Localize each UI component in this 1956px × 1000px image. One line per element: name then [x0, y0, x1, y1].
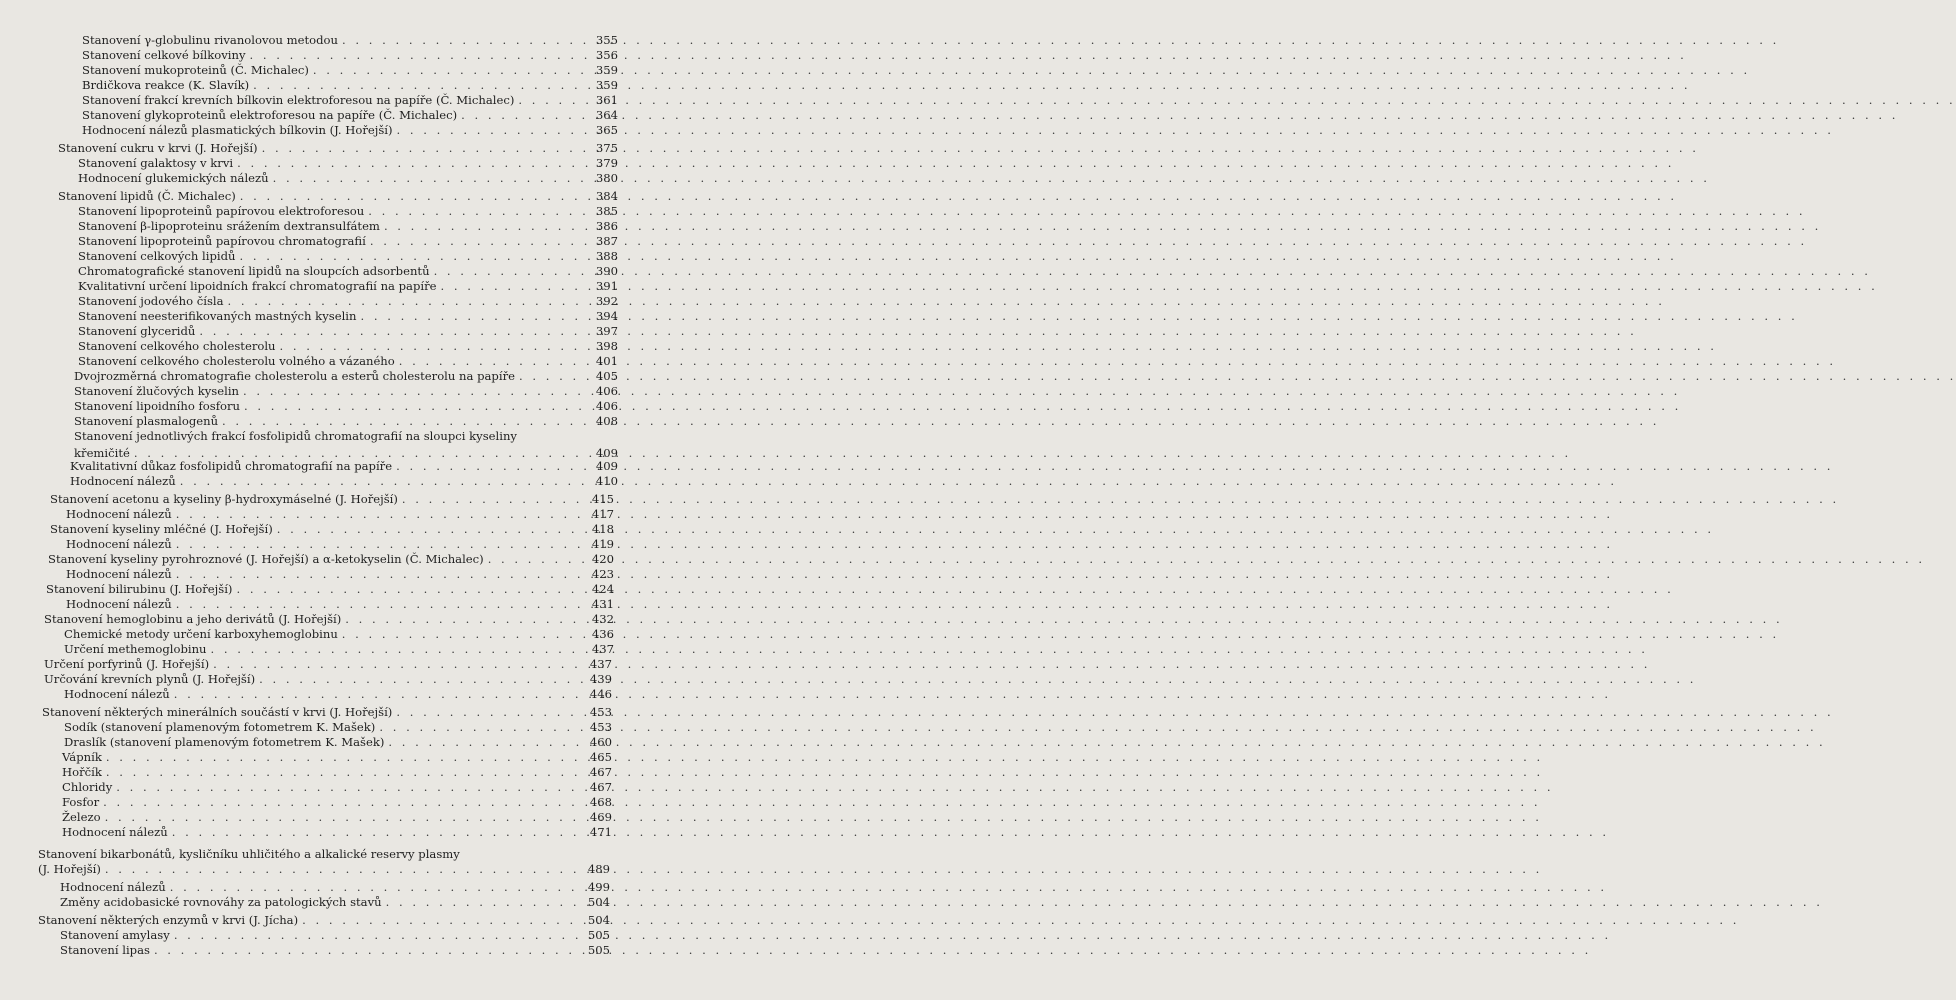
toc-entry-title: Fosfor — [62, 795, 100, 809]
toc-entry-title: Sodík (stanovení plamenovým fotometrem K. Mašek) — [64, 720, 376, 734]
toc-entry[interactable] — [78, 234, 618, 249]
toc-entry-title: Hodnocení nálezů — [66, 537, 172, 551]
toc-entry[interactable] — [42, 705, 612, 720]
toc-entry-title: Stanovení jodového čísla — [78, 294, 224, 308]
toc-page-number: 356 — [595, 48, 618, 62]
leader-dots — [309, 63, 1750, 78]
leader-dots — [207, 642, 1648, 657]
leader-dots — [150, 943, 1591, 958]
toc-page-number: 380 — [595, 171, 618, 185]
leader-dots — [170, 687, 1611, 702]
toc-entry-title: Stanovení amylasy — [60, 928, 170, 942]
toc-entry-title: Stanovení γ-globulinu rivanolovou metodou — [82, 33, 339, 47]
toc-page-number: 423 — [591, 567, 614, 581]
toc-entry-title: Stanovení celkové bílkoviny — [82, 48, 246, 62]
toc-entry-title: Hodnocení nálezů — [64, 687, 170, 701]
toc-entry[interactable] — [78, 219, 618, 234]
toc-page-number: 505 — [587, 928, 610, 942]
toc-page-number: 446 — [589, 687, 612, 701]
toc-page-number: 505 — [587, 943, 610, 957]
toc-page-number: 504 — [587, 895, 610, 909]
toc-entry[interactable] — [78, 264, 618, 279]
leader-dots — [166, 880, 1607, 895]
leader-dots — [232, 582, 1673, 597]
leader-dots — [99, 795, 1540, 810]
toc-page-number: 406 — [595, 399, 618, 413]
toc-page-number: 460 — [589, 735, 612, 749]
leader-dots — [172, 597, 1613, 612]
toc-entry[interactable] — [70, 459, 618, 474]
leader-dots — [255, 672, 1696, 687]
toc-entry-title: Určení porfyrinů (J. Hořejší) — [44, 657, 210, 671]
toc-page-number: 397 — [595, 324, 618, 338]
toc-entry-title: Kvalitativní určení lipoidních frakcí chromatografií na papíře — [78, 279, 437, 293]
toc-entry-title: Stanovení acetonu a kyseliny β-hydroxymáselné (J. Hořejší) — [50, 492, 398, 506]
toc-page-number: 410 — [595, 474, 618, 488]
toc-page-number: 453 — [589, 720, 612, 734]
toc-entry[interactable] — [74, 369, 618, 384]
toc-page-number: 467 — [589, 780, 612, 794]
leader-dots — [249, 78, 1690, 93]
toc-page-number: 394 — [595, 309, 618, 323]
toc-entry[interactable] — [46, 582, 614, 597]
leader-dots — [101, 810, 1542, 825]
leader-dots — [366, 234, 1807, 249]
toc-entry-title: Stanovení bikarbonátů, kysličníku uhličitého a alkalické reservy plasmy — [38, 847, 460, 861]
toc-page-number: 468 — [589, 795, 612, 809]
toc-page-number: 379 — [595, 156, 618, 170]
toc-entry-title: Chromatografické stanovení lipidů na sloupcích adsorbentů — [78, 264, 430, 278]
toc-page-number: 398 — [595, 339, 618, 353]
toc-page-number: 504 — [587, 913, 610, 927]
toc-entry-title: Stanovení celkového cholesterolu — [78, 339, 276, 353]
toc-page-number: 364 — [595, 108, 618, 122]
toc-page-number: 415 — [591, 492, 614, 506]
toc-entry-title: Určení methemoglobinu — [64, 642, 207, 656]
toc-entry[interactable] — [78, 279, 618, 294]
toc-entry[interactable] — [38, 913, 610, 928]
toc-entry[interactable] — [38, 847, 610, 877]
toc-entry-title: Hodnocení nálezů plasmatických bílkovin (J. Hořejší) — [82, 123, 393, 137]
toc-page-number: 405 — [595, 369, 618, 383]
toc-entry[interactable] — [78, 354, 618, 369]
toc-page-number: 409 — [595, 459, 618, 473]
toc-entry[interactable] — [64, 627, 614, 642]
toc-entry[interactable] — [62, 795, 612, 810]
toc-page-number: 384 — [595, 189, 618, 203]
toc-entry[interactable] — [50, 492, 614, 507]
toc-entry[interactable] — [64, 687, 612, 702]
toc-entry[interactable] — [82, 48, 618, 63]
leader-dots — [338, 33, 1779, 48]
leader-dots — [195, 324, 1636, 339]
toc-entry[interactable] — [48, 552, 614, 567]
toc-page-number: 365 — [595, 123, 618, 137]
leader-dots — [276, 339, 1717, 354]
toc-entry-title: Určování krevních plynů (J. Hořejší) — [44, 672, 256, 686]
toc-page-number: 388 — [595, 249, 618, 263]
toc-entry-title: Stanovení neesterifikovaných mastných kyselin — [78, 309, 357, 323]
leader-dots — [102, 765, 1543, 780]
toc-entry[interactable] — [62, 810, 612, 825]
toc-entry-title: Vápník — [62, 750, 102, 764]
leader-dots — [338, 627, 1779, 642]
toc-entry-title: Stanovení plasmalogenů — [74, 414, 219, 428]
toc-page-number: 436 — [591, 627, 614, 641]
toc-entry[interactable] — [44, 657, 612, 672]
toc-entry-title: Stanovení mukoproteinů (Č. Michalec) — [82, 63, 309, 77]
toc-page-number: 439 — [589, 672, 612, 686]
leader-dots — [240, 399, 1681, 414]
toc-entry[interactable] — [58, 141, 618, 156]
toc-page-number: 437 — [589, 657, 612, 671]
toc-page-number: 489 — [587, 862, 610, 876]
toc-entry-title: Hodnocení nálezů — [66, 567, 172, 581]
toc-entry[interactable] — [78, 171, 618, 186]
toc-entry[interactable] — [60, 943, 610, 958]
leader-dots — [218, 414, 1659, 429]
toc-page-number: 359 — [595, 63, 618, 77]
toc-entry-title: Hodnocení nálezů — [70, 474, 176, 488]
toc-entry[interactable] — [60, 928, 610, 943]
leader-dots — [224, 294, 1665, 309]
toc-entry-title: Stanovení galaktosy v krvi — [78, 156, 234, 170]
toc-entry[interactable] — [64, 720, 612, 735]
toc-page-number: 499 — [587, 880, 610, 894]
toc-entry[interactable] — [62, 765, 612, 780]
leader-dots — [233, 156, 1674, 171]
toc-entry-title: Stanovení cukru v krvi (J. Hořejší) — [58, 141, 258, 155]
toc-page-number: 469 — [589, 810, 612, 824]
leader-dots — [356, 309, 1797, 324]
toc-page-number: 359 — [595, 78, 618, 92]
toc-page-number: 386 — [595, 219, 618, 233]
toc-entry[interactable] — [82, 108, 618, 123]
toc-entry-title: Hodnocení nálezů — [66, 597, 172, 611]
toc-entry-title: Stanovení jednotlivých frakcí fosfolipidů chromatografií na sloupci kyseliny — [74, 429, 517, 443]
toc-page-number: 417 — [591, 507, 614, 521]
leader-dots — [298, 913, 1739, 928]
leader-dots — [341, 612, 1782, 627]
leader-dots — [102, 750, 1543, 765]
leader-dots — [112, 780, 1553, 795]
toc-entry[interactable] — [82, 123, 618, 138]
toc-page-number: 355 — [595, 33, 618, 47]
toc-entry[interactable] — [74, 399, 618, 414]
toc-entry-title: Chloridy — [62, 780, 113, 794]
leader-dots — [364, 204, 1805, 219]
toc-entry-title: Hodnocení glukemických nálezů — [78, 171, 269, 185]
toc-entry[interactable] — [60, 895, 610, 910]
toc-entry[interactable] — [62, 780, 612, 795]
toc-page-number: 392 — [595, 294, 618, 308]
toc-entry[interactable] — [82, 63, 618, 78]
toc-page-number: 465 — [589, 750, 612, 764]
toc-entry[interactable] — [66, 507, 614, 522]
toc-entry-title: Hodnocení nálezů — [60, 880, 166, 894]
leader-dots — [176, 474, 1617, 489]
leader-dots — [236, 189, 1677, 204]
toc-page-number: 471 — [589, 825, 612, 839]
toc-page-number: 467 — [589, 765, 612, 779]
toc-entry[interactable] — [50, 522, 614, 537]
toc-entry-title: Železo — [62, 810, 101, 824]
toc-entry[interactable] — [74, 384, 618, 399]
toc-page-number: 431 — [591, 597, 614, 611]
toc-entry[interactable] — [64, 642, 614, 657]
toc-entry-title: Stanovení celkového cholesterolu volného a vázaného — [78, 354, 395, 368]
toc-entry[interactable] — [60, 880, 610, 895]
toc-entry-title: Stanovení lipoproteinů papírovou elektroforesou — [78, 204, 365, 218]
toc-entry-title: Draslík (stanovení plamenovým fotometrem K. Mašek) — [64, 735, 385, 749]
toc-page-number: 385 — [595, 204, 618, 218]
toc-entry-title: Stanovení celkových lipidů — [78, 249, 236, 263]
toc-entry[interactable] — [78, 294, 618, 309]
toc-entry[interactable] — [78, 156, 618, 171]
toc-entry-title: Stanovení lipas — [60, 943, 150, 957]
toc-page-number: 409 — [595, 446, 618, 460]
toc-entry-title: Dvojrozměrná chromatografie cholesterolu a esterů cholesterolu na papíře — [74, 369, 515, 383]
toc-entry-title: Stanovení lipoproteinů papírovou chromatografií — [78, 234, 366, 248]
leader-dots — [437, 279, 1878, 294]
toc-entry[interactable] — [78, 204, 618, 219]
toc-entry[interactable] — [62, 750, 612, 765]
toc-entry-title: Stanovení některých minerálních součástí v krvi (J. Hořejší) — [42, 705, 393, 719]
toc-entry-title: Stanovení frakcí krevních bílkovin elektroforesou na papíře (Č. Michalec) — [82, 93, 515, 107]
toc-entry[interactable] — [82, 33, 618, 48]
toc-entry-title: Stanovení některých enzymů v krvi (J. Jícha) — [38, 913, 299, 927]
toc-page-number: 437 — [591, 642, 614, 656]
toc-entry-title: Stanovení glykoproteinů elektroforesou na papíře (Č. Michalec) — [82, 108, 458, 122]
leader-dots — [209, 657, 1650, 672]
leader-dots — [273, 522, 1714, 537]
toc-page-number: 387 — [595, 234, 618, 248]
toc-entry[interactable] — [66, 597, 614, 612]
toc-page-number: 391 — [595, 279, 618, 293]
leader-dots — [515, 369, 1956, 384]
leader-dots — [239, 384, 1680, 399]
toc-entry[interactable] — [78, 324, 618, 339]
toc-page-number: 408 — [595, 414, 618, 428]
leader-dots — [269, 171, 1710, 186]
toc-page-number: 419 — [591, 537, 614, 551]
toc-entry[interactable] — [74, 429, 618, 461]
toc-entry-title-continued: křemičité — [74, 446, 130, 460]
toc-page-number: 418 — [591, 522, 614, 536]
toc-entry-title-continued: (J. Hořejší) — [38, 862, 101, 876]
toc-entry-title: Stanovení hemoglobinu a jeho derivátů (J. Hořejší) — [44, 612, 342, 626]
leader-dots — [170, 928, 1611, 943]
toc-entry[interactable] — [78, 309, 618, 324]
toc-entry[interactable] — [78, 339, 618, 354]
book-page — [0, 0, 652, 1000]
toc-page-number: 390 — [595, 264, 618, 278]
toc-entry[interactable] — [82, 93, 618, 108]
leader-dots — [172, 537, 1613, 552]
leader-dots — [168, 825, 1609, 840]
toc-entry-title: Změny acidobasické rovnováhy za patologických stavů — [60, 895, 382, 909]
toc-entry-title: Brdičkova reakce (K. Slavík) — [82, 78, 250, 92]
leader-dots — [484, 552, 1925, 567]
toc-entry[interactable] — [44, 672, 612, 687]
toc-entry[interactable] — [70, 474, 618, 489]
toc-page-number: 424 — [591, 582, 614, 596]
toc-entry[interactable] — [78, 249, 618, 264]
toc-entry-title: Stanovení β-lipoproteinu srážením dextransulfátem — [78, 219, 380, 233]
toc-entry[interactable] — [62, 825, 612, 840]
toc-page-number: 420 — [591, 552, 614, 566]
leader-dots — [398, 492, 1839, 507]
toc-entry-title: Kvalitativní důkaz fosfolipidů chromatografií na papíře — [70, 459, 393, 473]
leader-dots — [235, 249, 1676, 264]
toc-page-number: 432 — [591, 612, 614, 626]
toc-entry[interactable] — [58, 189, 618, 204]
toc-entry-title: Stanovení bilirubinu (J. Hořejší) — [46, 582, 233, 596]
leader-dots — [172, 567, 1613, 582]
toc-entry-title: Hořčík — [62, 765, 102, 779]
toc-page-number: 375 — [595, 141, 618, 155]
toc-page-number: 361 — [595, 93, 618, 107]
toc-entry-title: Stanovení lipidů (Č. Michalec) — [58, 189, 236, 203]
toc-page-number: 406 — [595, 384, 618, 398]
toc-entry-title: Stanovení kyseliny mléčné (J. Hořejší) — [50, 522, 273, 536]
toc-entry-title: Stanovení kyseliny pyrohroznové (J. Hořejší) a α-ketokyselin (Č. Michalec) — [48, 552, 484, 566]
toc-entry[interactable] — [66, 537, 614, 552]
leader-dots — [258, 141, 1699, 156]
leader-dots — [172, 507, 1613, 522]
toc-entry-title: Stanovení glyceridů — [78, 324, 196, 338]
toc-entry-title: Chemické metody určení karboxyhemoglobinu — [64, 627, 338, 641]
toc-entry-title: Hodnocení nálezů — [66, 507, 172, 521]
toc-page-number: 401 — [595, 354, 618, 368]
toc-entry[interactable] — [44, 612, 614, 627]
toc-entry[interactable] — [66, 567, 614, 582]
toc-entry-title: Hodnocení nálezů — [62, 825, 168, 839]
toc-entry[interactable] — [74, 414, 618, 429]
toc-entry-title: Stanovení žlučových kyselin — [74, 384, 240, 398]
leader-dots — [514, 93, 1955, 108]
leader-dots — [101, 862, 1542, 877]
leader-dots — [430, 264, 1871, 279]
toc-entry-title: Stanovení lipoidního fosforu — [74, 399, 240, 413]
toc-page-number: 453 — [589, 705, 612, 719]
toc-entry[interactable] — [82, 78, 618, 93]
toc-entry[interactable] — [64, 735, 612, 750]
leader-dots — [457, 108, 1898, 123]
leader-dots — [246, 48, 1687, 63]
